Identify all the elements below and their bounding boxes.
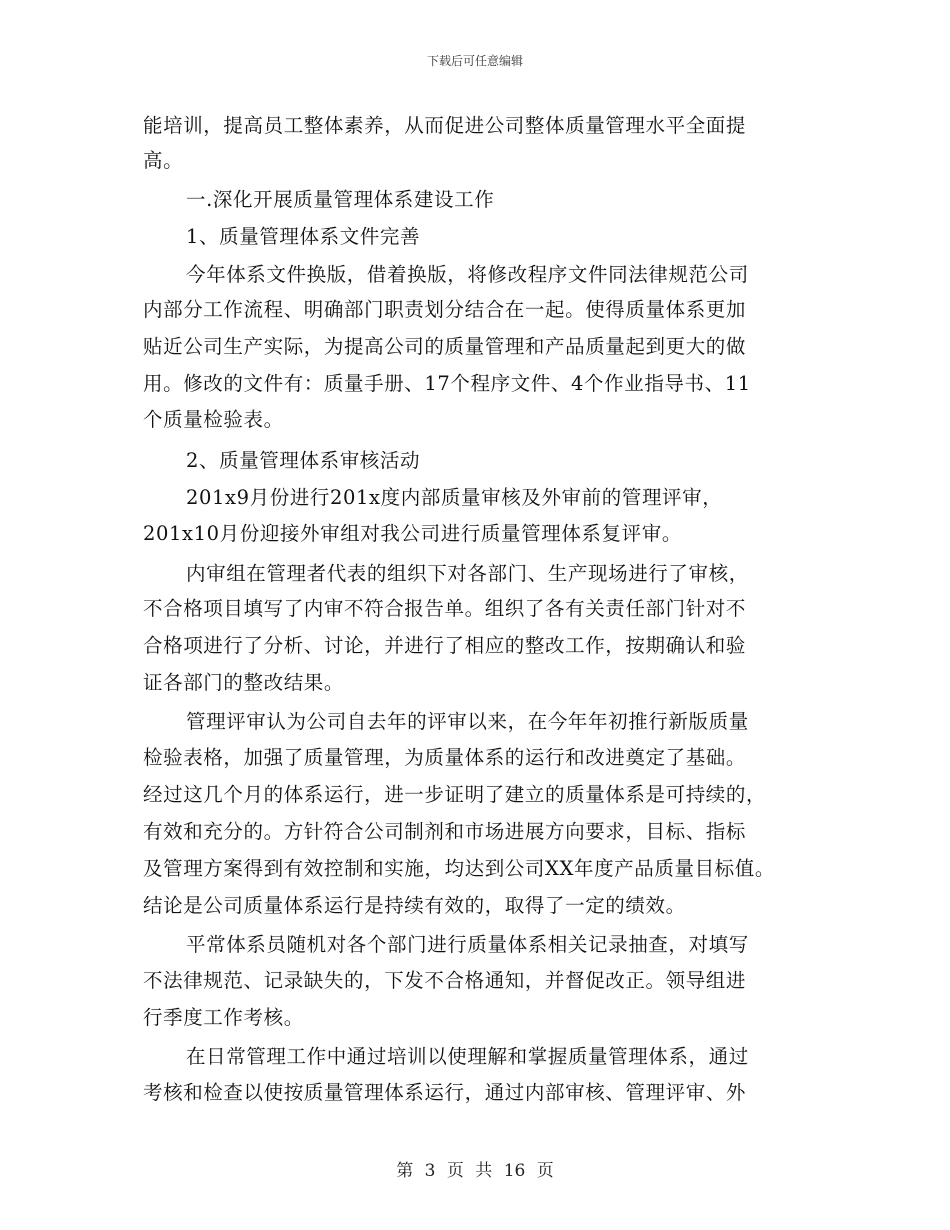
text-line: 201x9月份进行201x度内部质量审核及外审前的管理评审， xyxy=(186,486,723,509)
text-line: 不合格项目填写了内审不符合报告单。组织了各有关责任部门针对不 xyxy=(143,597,747,620)
text-line: 高。 xyxy=(143,149,184,172)
section-heading: 一.深化开展质量管理体系建设工作 xyxy=(186,188,495,211)
text-line: 能培训，提高员工整体素养，从而促进公司整体质量管理水平全面提 xyxy=(143,114,747,137)
text-line: 合格项进行了分析、讨论，并进行了相应的整改工作，按期确认和验 xyxy=(143,634,747,657)
text-line: 行季度工作考核。 xyxy=(143,1006,304,1029)
text-line: 个质量检验表。 xyxy=(143,408,284,431)
text-line: 及管理方案得到有效控制和实施，均达到公司XX年度产品质量目标值。 xyxy=(143,857,775,880)
page-number: 第 3 页 共 16 页 xyxy=(396,1161,554,1181)
text-line: 201x10月份迎接外审组对我公司进行质量管理体系复评审。 xyxy=(143,522,682,545)
subsection-heading: 1、质量管理体系文件完善 xyxy=(186,225,421,248)
text-line: 平常体系员随机对各个部门进行质量体系相关记录抽查，对填写 xyxy=(186,933,749,956)
text-line: 用。修改的文件有：质量手册、17个程序文件、4个作业指导书、11 xyxy=(143,372,751,395)
text-line: 经过这几个月的体系运行，进一步证明了建立的质量体系是可持续的， xyxy=(143,783,767,806)
text-line: 不法律规范、记录缺失的，下发不合格通知，并督促改正。领导组进 xyxy=(143,969,747,992)
text-line: 内审组在管理者代表的组织下对各部门、生产现场进行了审核， xyxy=(186,562,749,585)
text-line: 管理评审认为公司自去年的评审以来，在今年年初推行新版质量 xyxy=(186,710,749,733)
text-line: 考核和检查以使按质量管理体系运行，通过内部审核、管理评审、外 xyxy=(143,1081,747,1104)
text-line: 在日常管理工作中通过培训以使理解和掌握质量管理体系，通过 xyxy=(186,1045,749,1068)
text-line: 有效和充分的。方针符合公司制剂和市场进展方向要求，目标、指标 xyxy=(143,820,747,843)
text-line: 结论是公司质量体系运行是持续有效的，取得了一定的绩效。 xyxy=(143,894,686,917)
text-line: 贴近公司生产实际，为提高公司的质量管理和产品质量起到更大的做 xyxy=(143,335,747,358)
text-line: 证各部门的整改结果。 xyxy=(143,671,345,694)
subsection-heading: 2、质量管理体系审核活动 xyxy=(186,449,421,472)
page-header-note: 下载后可任意编辑 xyxy=(426,54,523,68)
text-line: 检验表格，加强了质量管理，为质量体系的运行和改进奠定了基础。 xyxy=(143,746,747,769)
text-line: 内部分工作流程、明确部门职责划分结合在一起。使得质量体系更加 xyxy=(143,298,747,321)
text-line: 今年体系文件换版，借着换版，将修改程序文件同法律规范公司 xyxy=(186,263,749,286)
